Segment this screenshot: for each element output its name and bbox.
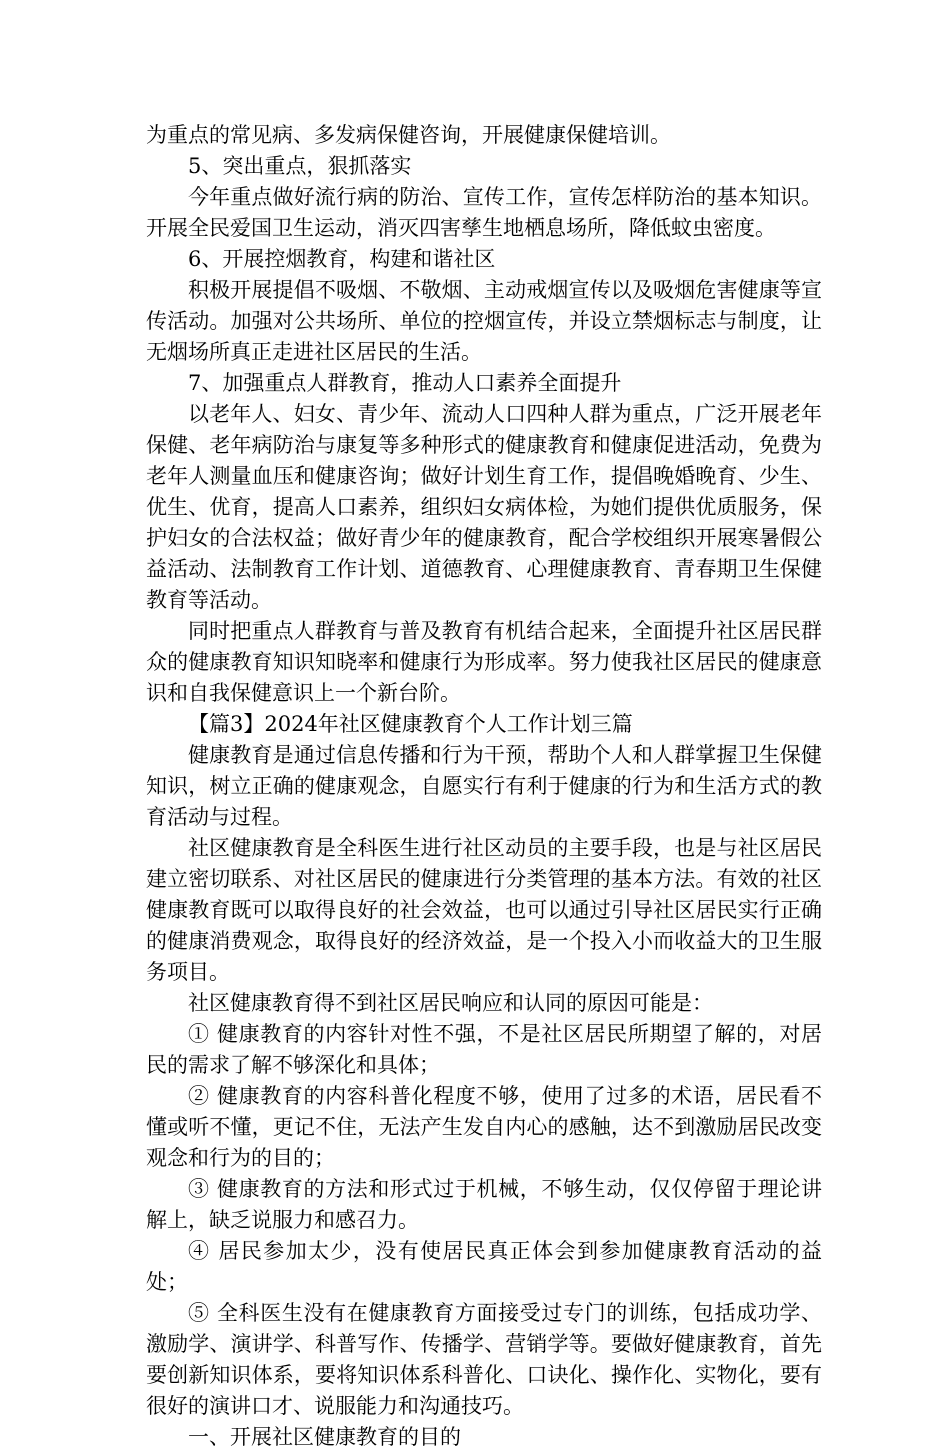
list-item-5: ⑤ 全科医生没有在健康教育方面接受过专门的训练，包括成功学、激励学、演讲学、科普写作、传播学、营销学等。要做好健康教育，首先要创新知识体系，要将知识体系科普化、口诀化、操作化、实物化，要有很好的演讲口才、说服能力和沟通技巧。: [146, 1301, 822, 1418]
section-heading-7: 7、加强重点人群教育，推动人口素养全面提升: [188, 371, 622, 395]
list-item-2: ② 健康教育的内容科普化程度不够，使用了过多的术语，居民看不懂或听不懂，更记不住，无法产生发自内心的感触，达不到激励居民改变观念和行为的目的；: [146, 1084, 822, 1170]
list-item-1: ① 健康教育的内容针对性不强，不是社区居民所期望了解的，对居民的需求了解不够深化和具体；: [146, 1022, 822, 1077]
document-body: [146, 120, 822, 1453]
section-heading-5: 5、突出重点，狠抓落实: [188, 154, 412, 178]
article-title-part-3: 【篇3】2024年社区健康教育个人工作计划三篇: [188, 712, 633, 736]
section-heading-1: 一、开展社区健康教育的目的: [188, 1425, 461, 1449]
paragraph: 社区健康教育是全科医生进行社区动员的主要手段，也是与社区居民建立密切联系、对社区居民的健康进行分类管理的基本方法。有效的社区健康教育既可以取得良好的社会效益，也可以通过引导社区居民实行正确的健康消费观念，取得良好的经济效益，是一个投入小而收益大的卫生服务项目。: [146, 836, 822, 984]
list-item-3: ③ 健康教育的方法和形式过于机械，不够生动，仅仅停留于理论讲解上，缺乏说服力和感召力。: [146, 1177, 822, 1232]
paragraph-continuation: 为重点的常见病、多发病保健咨询，开展健康保健培训。: [146, 123, 671, 147]
list-item-4: ④ 居民参加太少，没有使居民真正体会到参加健康教育活动的益处；: [146, 1239, 822, 1294]
paragraph: 社区健康教育得不到社区居民响应和认同的原因可能是：: [188, 991, 713, 1015]
paragraph: 以老年人、妇女、青少年、流动人口四种人群为重点，广泛开展老年保健、老年病防治与康复等多种形式的健康教育和健康促进活动，免费为老年人测量血压和健康咨询；做好计划生育工作，提倡晚婚晚育、少生、优生、优育，提高人口素养，组织妇女病体检，为她们提供优质服务，保护妇女的合法权益；做好青少年的健康教育，配合学校组织开展寒暑假公益活动、法制教育工作计划、道德教育、心理健康教育、青春期卫生保健教育等活动。: [146, 402, 822, 612]
paragraph: 今年重点做好流行病的防治、宣传工作，宣传怎样防治的基本知识。开展全民爱国卫生运动，消灭四害孳生地栖息场所，降低蚊虫密度。: [146, 185, 822, 240]
paragraph: 同时把重点人群教育与普及教育有机结合起来，全面提升社区居民群众的健康教育知识知晓率和健康行为形成率。努力使我社区居民的健康意识和自我保健意识上一个新台阶。: [146, 619, 822, 705]
paragraph: 积极开展提倡不吸烟、不敬烟、主动戒烟宣传以及吸烟危害健康等宣传活动。加强对公共场所、单位的控烟宣传，并设立禁烟标志与制度，让无烟场所真正走进社区居民的生活。: [146, 278, 822, 364]
section-heading-6: 6、开展控烟教育，构建和谐社区: [188, 247, 496, 271]
paragraph: 健康教育是通过信息传播和行为干预，帮助个人和人群掌握卫生保健知识，树立正确的健康观念，自愿实行有利于健康的行为和生活方式的教育活动与过程。: [146, 743, 822, 829]
